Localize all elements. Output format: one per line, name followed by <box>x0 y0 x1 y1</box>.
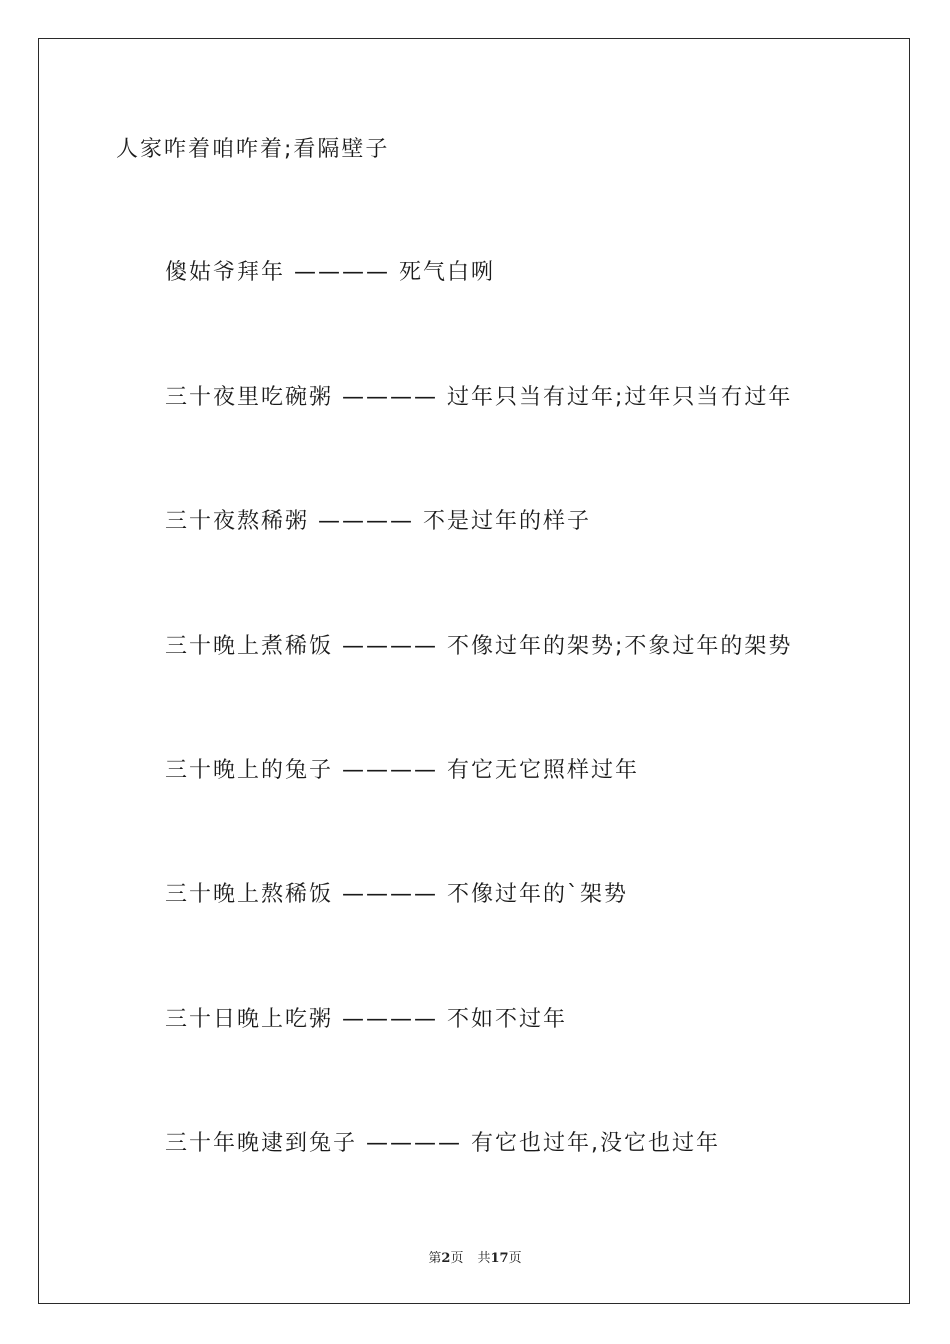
text-line: 三十日晚上吃粥 ———— 不如不过年 <box>165 1007 567 1032</box>
page-number: 2 <box>441 1251 451 1266</box>
total-pages: 17 <box>490 1251 509 1266</box>
page-prefix: 第 <box>428 1251 442 1266</box>
page-footer <box>0 1247 950 1266</box>
page-border <box>38 38 910 1304</box>
page-suffix: 页 <box>450 1251 464 1266</box>
text-line: 三十年晚逮到兔子 ———— 有它也过年,没它也过年 <box>165 1131 720 1156</box>
text-line: 三十夜里吃碗粥 ———— 过年只当有过年;过年只当冇过年 <box>165 385 793 410</box>
text-line: 三十晚上煮稀饭 ———— 不像过年的架势;不象过年的架势 <box>165 634 793 659</box>
text-line: 三十晚上的兔子 ———— 有它无它照样过年 <box>165 758 639 783</box>
total-suffix: 页 <box>508 1251 522 1266</box>
total-prefix: 共 <box>477 1251 491 1266</box>
text-line: 三十夜熬稀粥 ———— 不是过年的样子 <box>165 509 591 534</box>
text-line: 人家咋着咱咋着;看隔壁子 <box>116 137 390 162</box>
text-line: 三十晚上熬稀饭 ———— 不像过年的`架势 <box>165 882 628 907</box>
text-line: 傻姑爷拜年 ———— 死气白咧 <box>165 260 495 285</box>
